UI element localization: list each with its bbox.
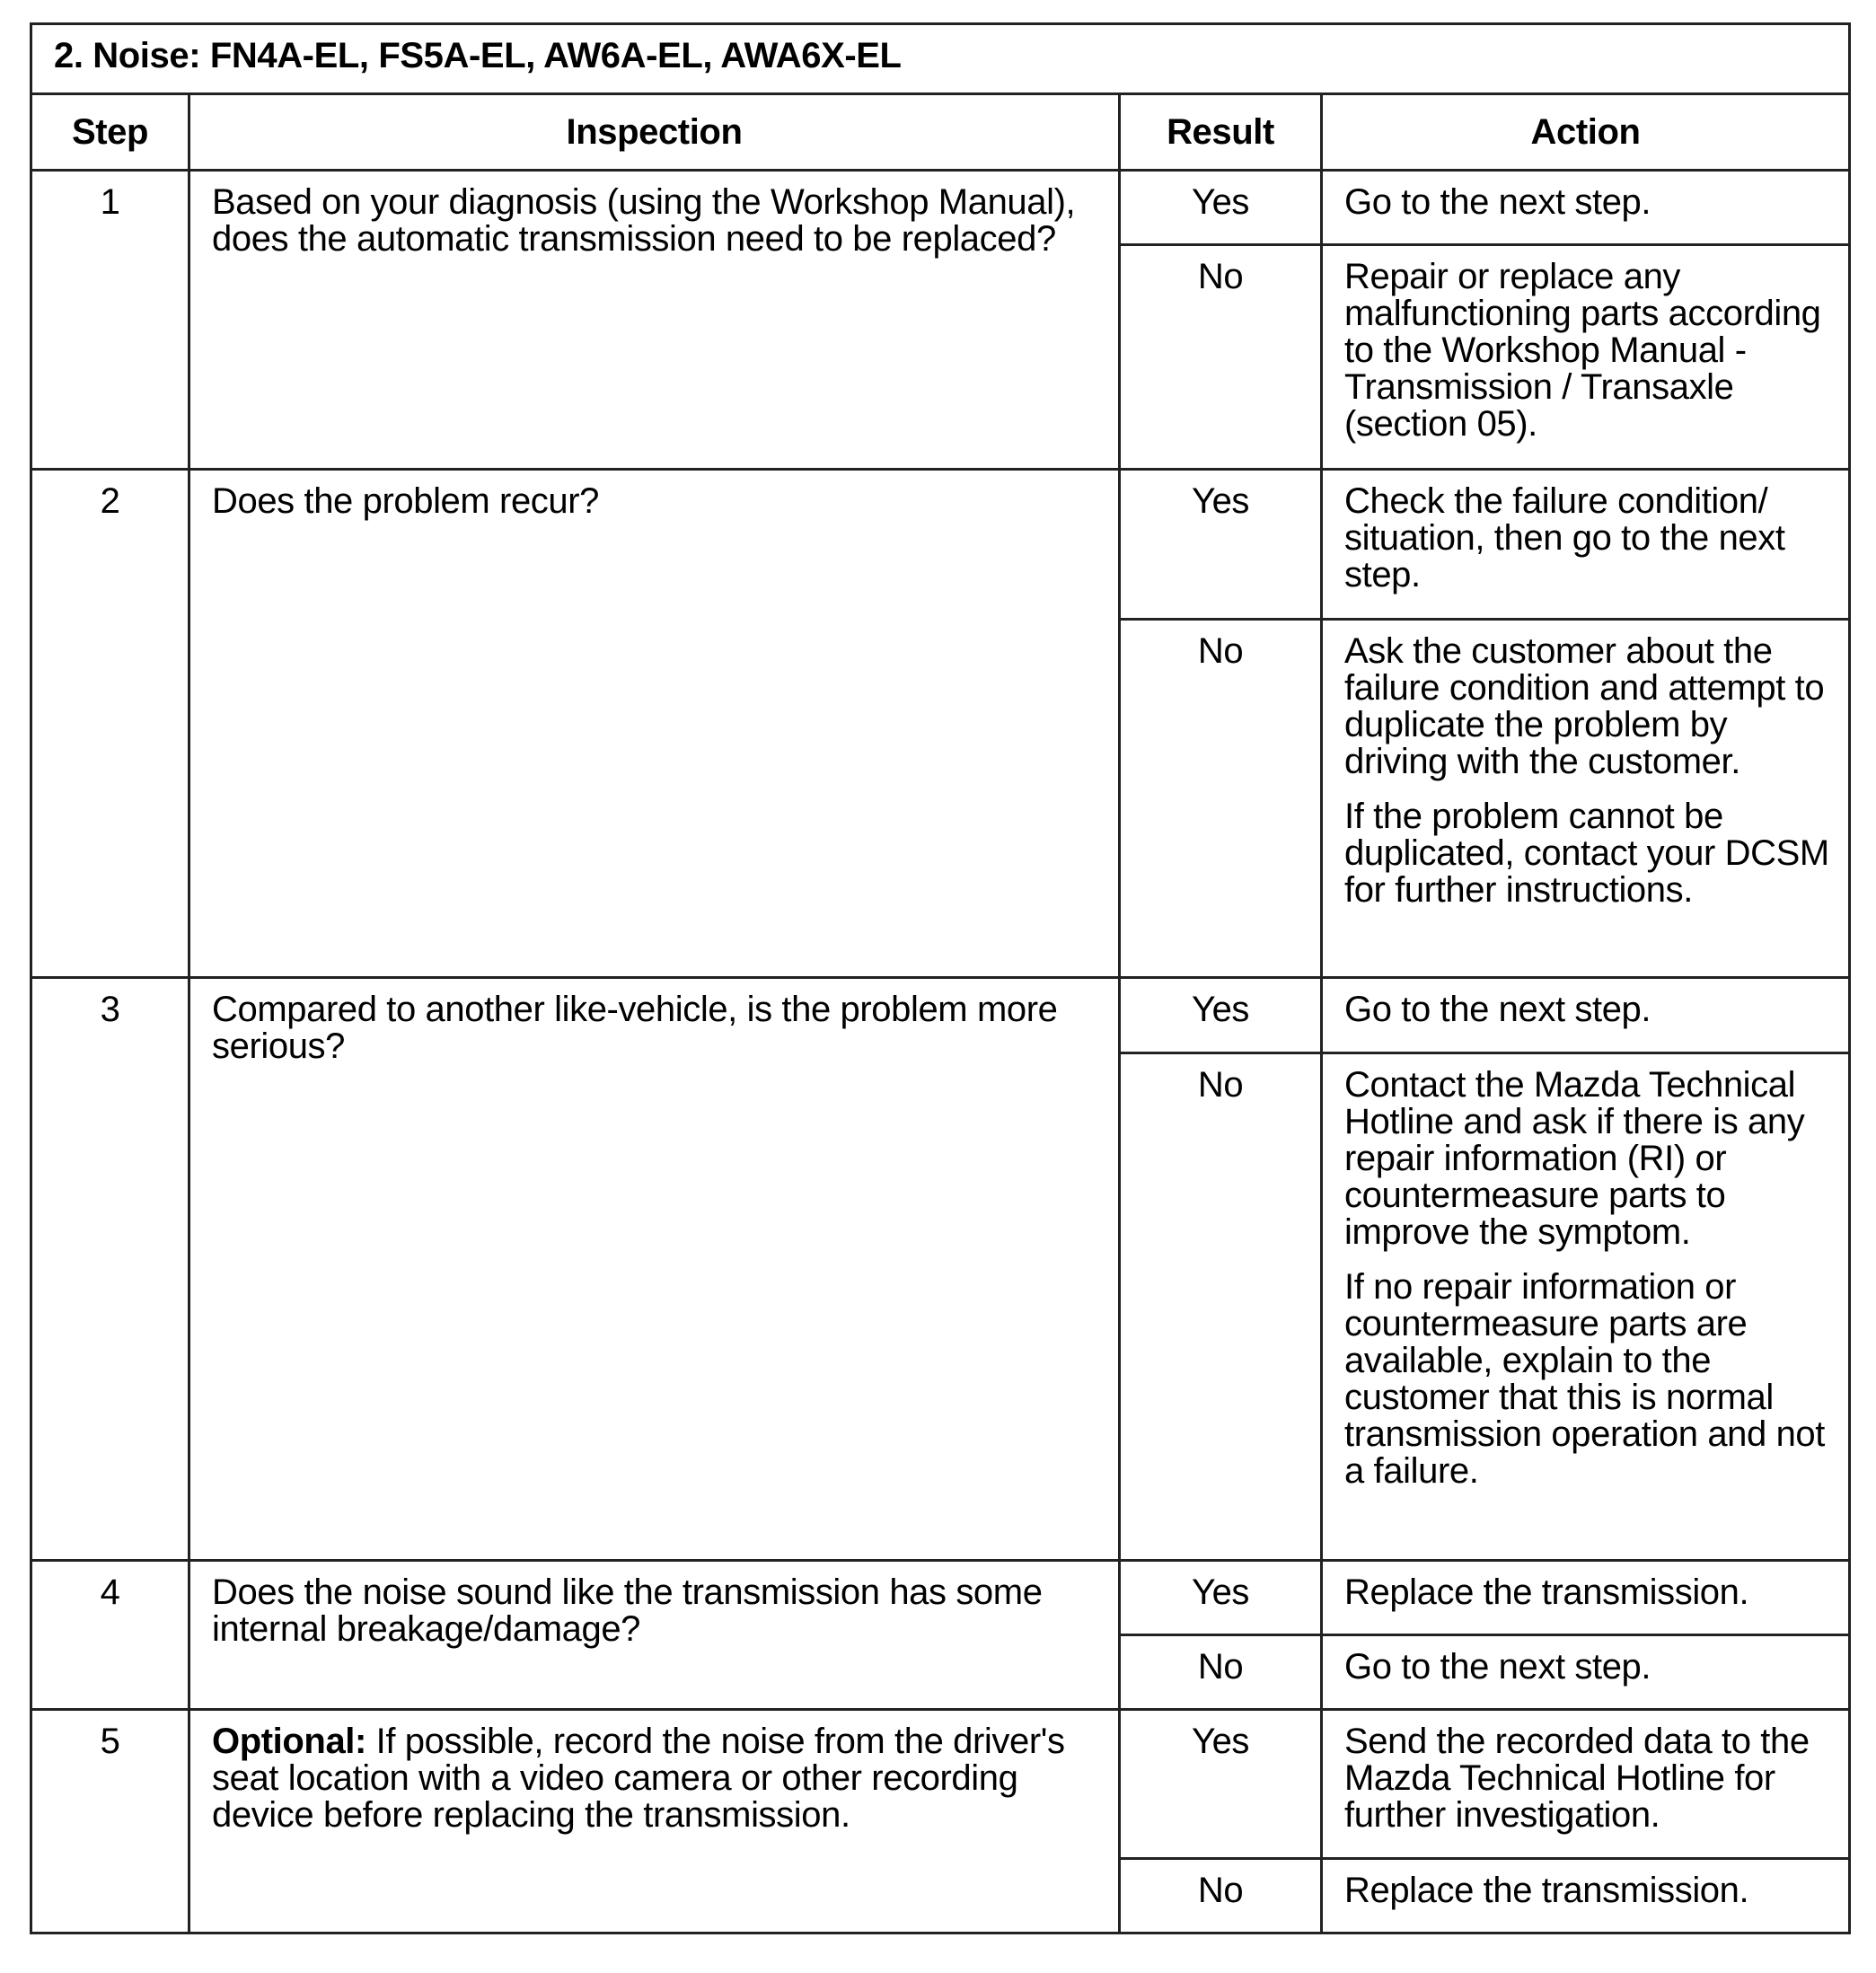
action-text: Check the failure condition/ situation, then go to the next step. — [1344, 481, 1785, 595]
header-inspection: Inspection — [189, 94, 1120, 171]
action-yes — [1322, 978, 1850, 1053]
step-inspection: Does the problem recur? — [189, 470, 1120, 978]
result-no: No — [1120, 1053, 1322, 1561]
result-yes: Yes — [1120, 1710, 1322, 1859]
step-1-yes-row — [31, 171, 1850, 245]
result-no: No — [1120, 1635, 1322, 1710]
action-no — [1322, 1635, 1850, 1710]
step-4-yes-row — [31, 1561, 1850, 1635]
header-row — [31, 94, 1850, 171]
diagnostic-sheet — [30, 22, 1848, 1934]
optional-label: Optional: — [212, 1722, 366, 1761]
action-text: Ask the customer about the failure condition and attempt to duplicate the problem by driving with the customer. — [1344, 631, 1825, 781]
step-5-yes-row — [31, 1710, 1850, 1859]
noise-diagnosis-table — [30, 22, 1851, 1934]
action-no — [1322, 245, 1850, 470]
action-no — [1322, 620, 1850, 978]
result-yes: Yes — [1120, 470, 1322, 620]
action-yes — [1322, 1561, 1850, 1635]
header-action: Action — [1322, 94, 1850, 171]
result-no: No — [1120, 620, 1322, 978]
action-text: Go to the next step. — [1344, 1647, 1651, 1687]
action-yes — [1322, 1710, 1850, 1859]
action-text: Go to the next step. — [1344, 990, 1651, 1029]
table-title: 2. Noise: FN4A-EL, FS5A-EL, AW6A-EL, AWA6X-EL — [31, 24, 1850, 94]
step-number: 1 — [31, 171, 189, 470]
step-number: 4 — [31, 1561, 189, 1710]
action-yes — [1322, 470, 1850, 620]
inspection-text: If possible, record the noise from the driver's seat location with a video camera or other recording device before replacing the transmission. — [212, 1722, 1065, 1835]
step-number: 3 — [31, 978, 189, 1561]
action-yes — [1322, 171, 1850, 245]
result-yes: Yes — [1120, 1561, 1322, 1635]
step-inspection: Based on your diagnosis (using the Workshop Manual), does the automatic transmission need to be replaced? — [189, 171, 1120, 470]
action-text: Contact the Mazda Technical Hotline and ask if there is any repair information (RI) or countermeasure parts to improve the symptom. — [1344, 1065, 1805, 1252]
result-no: No — [1120, 1859, 1322, 1933]
title-row — [31, 24, 1850, 94]
step-number: 2 — [31, 470, 189, 978]
action-no — [1322, 1053, 1850, 1561]
step-2-yes-row — [31, 470, 1850, 620]
step-inspection — [189, 1710, 1120, 1933]
result-yes: Yes — [1120, 171, 1322, 245]
step-inspection: Does the noise sound like the transmission has some internal breakage/damage? — [189, 1561, 1120, 1710]
action-text: Repair or replace any malfunctioning parts according to the Workshop Manual - Transmission / Transaxle (section 05). — [1344, 257, 1821, 444]
result-no: No — [1120, 245, 1322, 470]
step-number: 5 — [31, 1710, 189, 1933]
header-result: Result — [1120, 94, 1322, 171]
step-inspection: Compared to another like-vehicle, is the problem more serious? — [189, 978, 1120, 1561]
action-text: Replace the transmission. — [1344, 1871, 1749, 1910]
action-text: Replace the transmission. — [1344, 1572, 1749, 1612]
action-text: Go to the next step. — [1344, 182, 1651, 222]
action-text: If the problem cannot be duplicated, contact your DCSM for further instructions. — [1344, 797, 1829, 910]
step-3-yes-row — [31, 978, 1850, 1053]
result-yes: Yes — [1120, 978, 1322, 1053]
action-no — [1322, 1859, 1850, 1933]
action-text: Send the recorded data to the Mazda Technical Hotline for further investigation. — [1344, 1722, 1810, 1835]
action-text: If no repair information or countermeasure parts are available, explain to the customer that this is normal transmission operation and not a failure. — [1344, 1267, 1825, 1491]
header-step: Step — [31, 94, 189, 171]
